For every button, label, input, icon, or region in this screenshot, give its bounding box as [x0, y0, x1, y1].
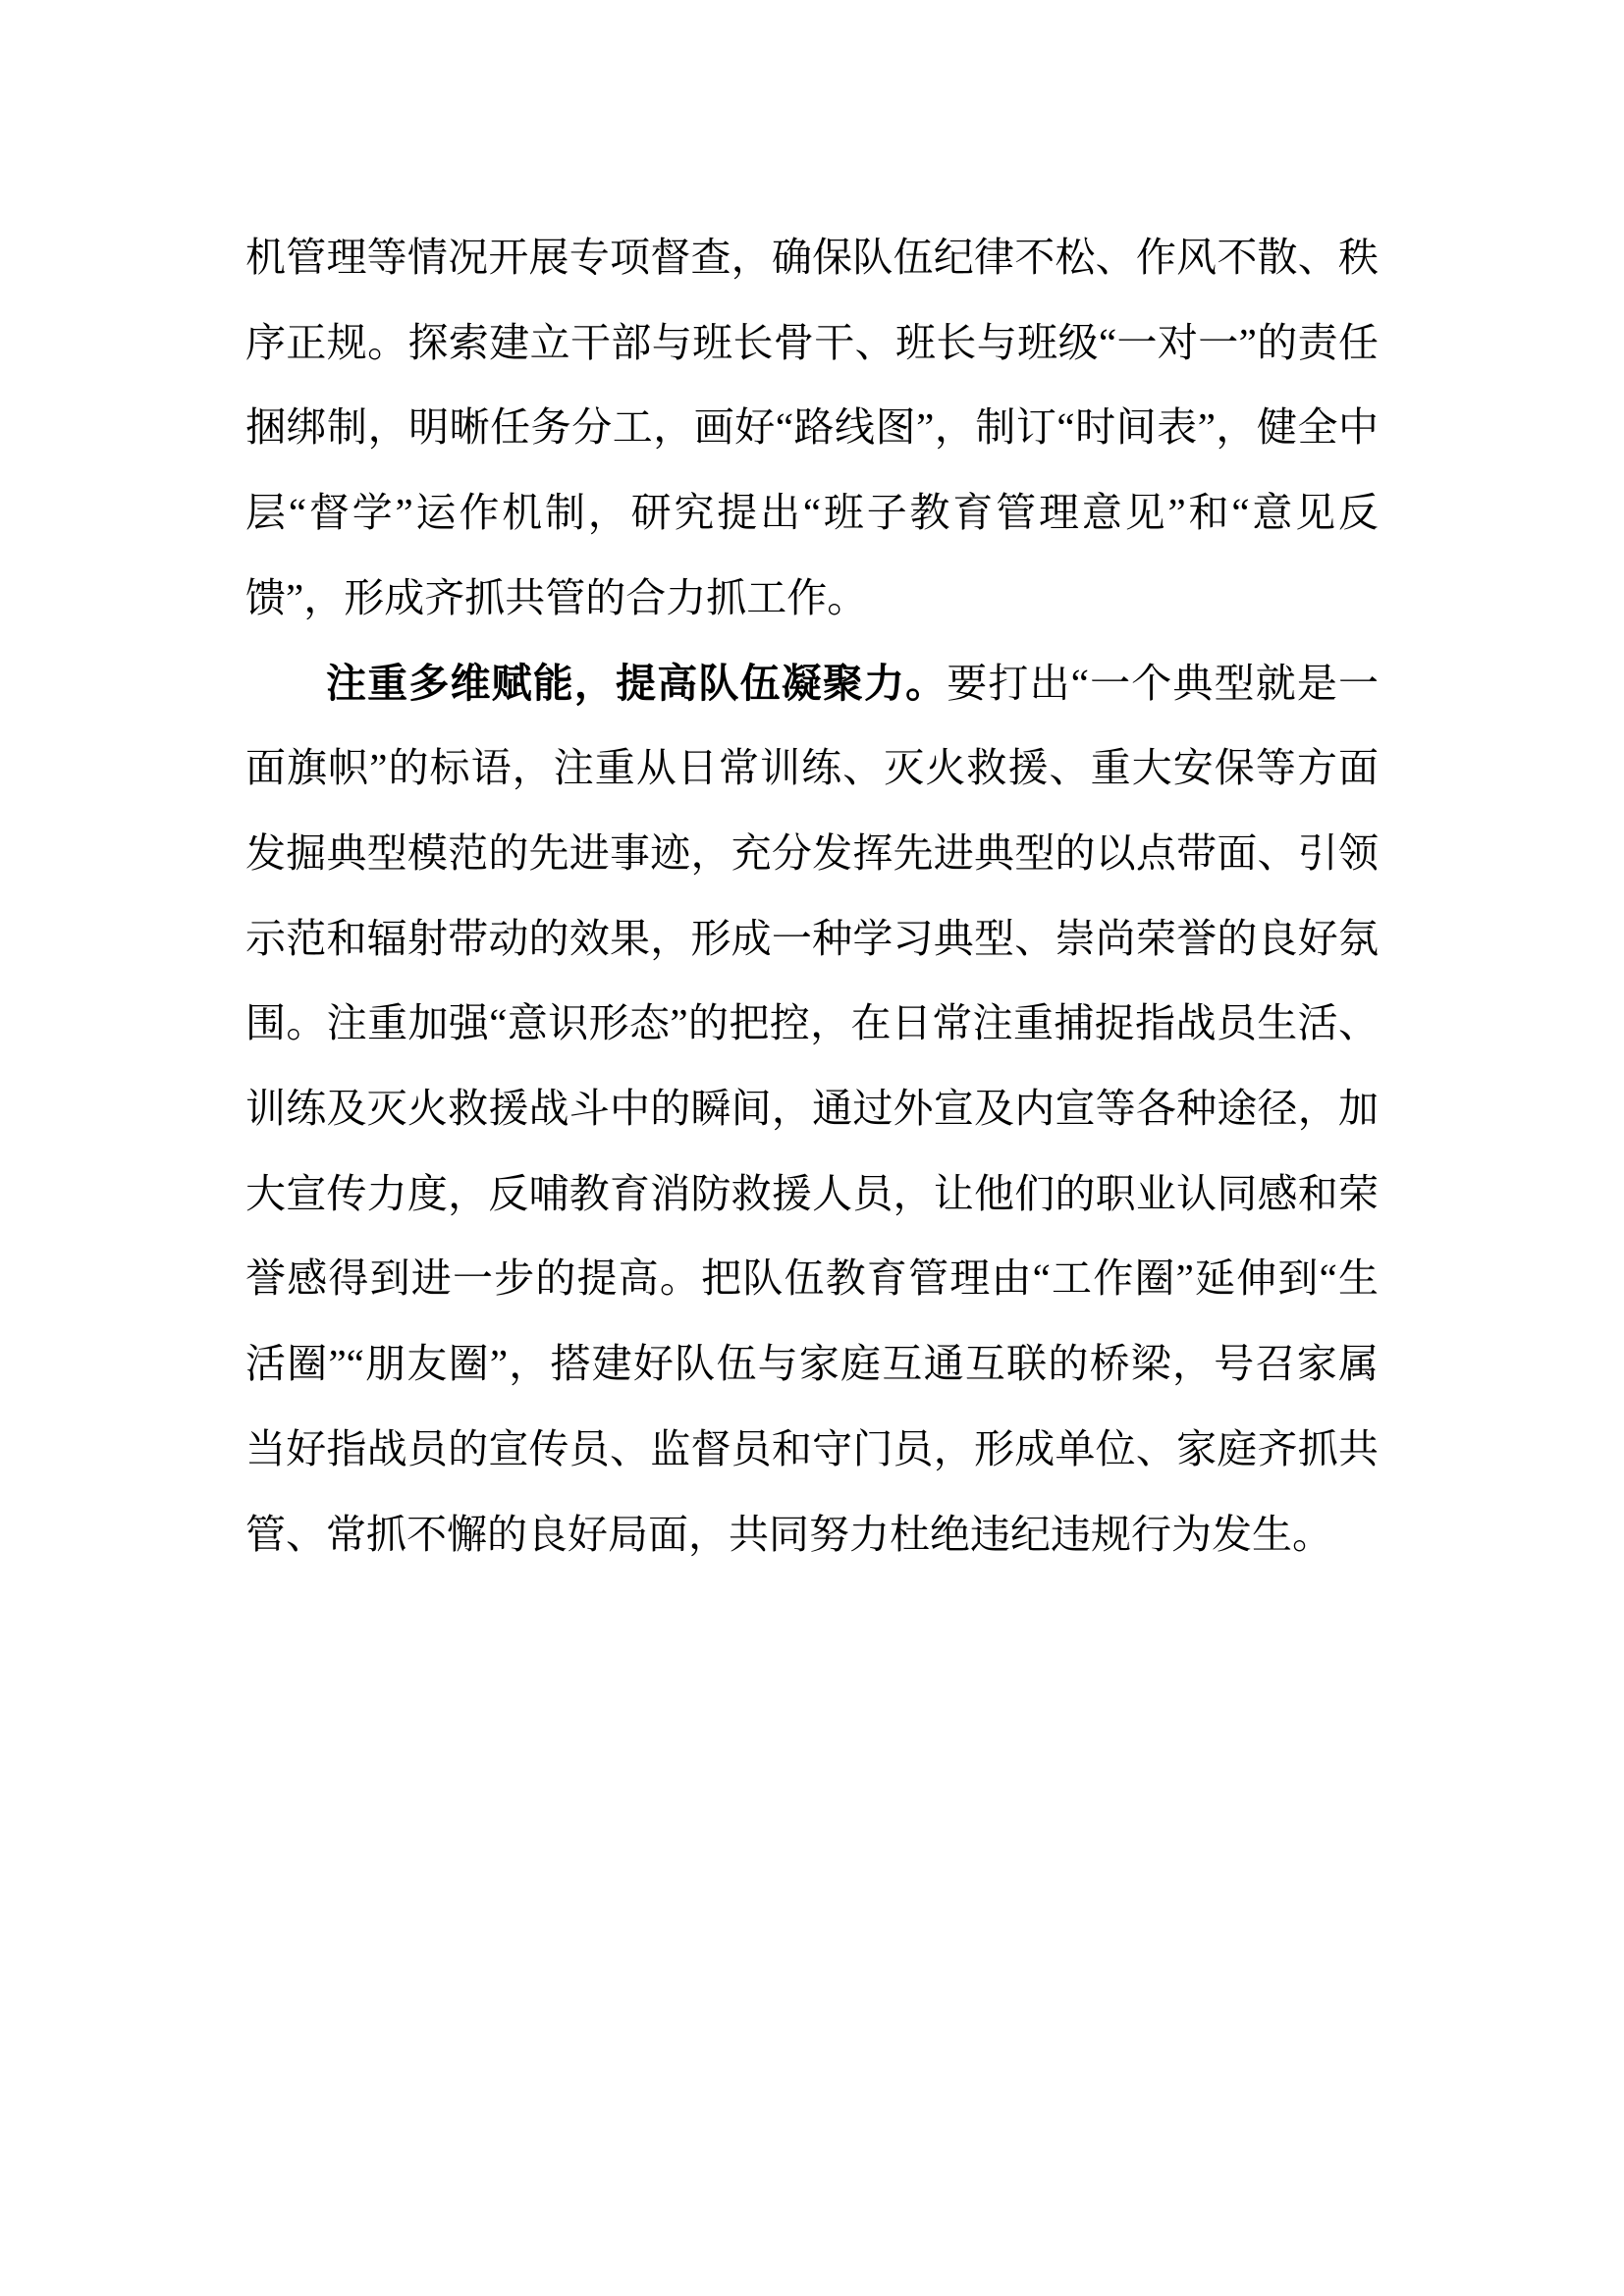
paragraph-2-bold-lead: 注重多维赋能，提高队伍凝聚力。	[326, 660, 947, 706]
paragraph-2-text: 要打出“一个典型就是一面旗帜”的标语，注重从日常训练、灭火救援、重大安保等方面发掘典型模范的先进事迹，充分发挥先进典型的以点带面、引领示范和辐射带动的效果，形成一种学习典型、崇尚荣誉的良好氛围。注重加强“意识形态”的把控，在日常注重捕捉指战员生活、训练及灭火救援战斗中的瞬间，通过外宣及内宣等各种途径，加大宣传力度，反哺教育消防救援人员，让他们的职业认同感和荣誉感得到进一步的提高。把队伍教育管理由“工作圈”延伸到“生活圈”“朋友圈”，搭建好队伍与家庭互通互联的桥梁，号召家属当好指战员的宣传员、监督员和守门员，形成单位、家庭齐抓共管、常抓不懈的良好局面，共同努力杜绝违纪违规行为发生。	[245, 660, 1379, 1557]
paragraph-2	[245, 641, 1379, 1577]
paragraph-1-text: 机管理等情况开展专项督查，确保队伍纪律不松、作风不散、秩序正规。探索建立干部与班长骨干、班长与班级“一对一”的责任捆绑制，明晰任务分工，画好“路线图”，制订“时间表”，健全中层“督学”运作机制，研究提出“班子教育管理意见”和“意见反馈”，形成齐抓共管的合力抓工作。	[245, 235, 1379, 620]
page-body	[245, 215, 1379, 1576]
paragraph-1	[245, 215, 1379, 641]
